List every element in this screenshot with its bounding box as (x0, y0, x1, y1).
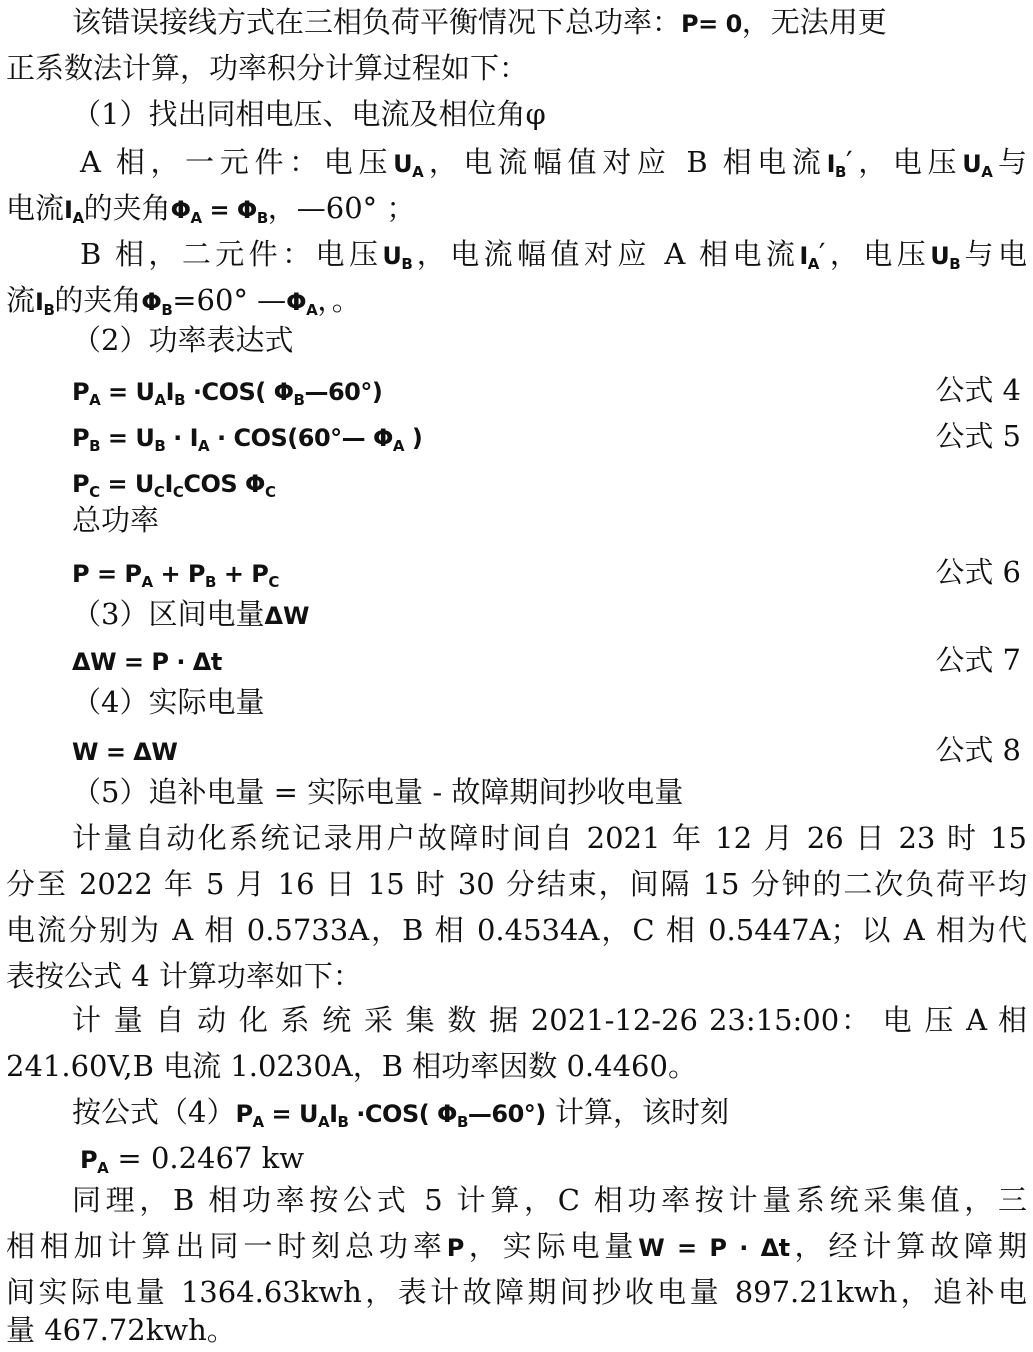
formula-pb: $P_B = U_B \cdot I_A$ · COS(60°— $\Phi_A$ ) 公式 5 (72, 416, 1027, 456)
formula-label-4: 公式 4 (935, 373, 1021, 407)
para2-line3: 电流分别为 A 相 0.5733A，B 相 0.4534A，C 相 0.5447A；以 A 相为代 (6, 913, 1027, 947)
para5-line4: 量 467.72kwh。 (6, 1313, 236, 1347)
formula-label-5: 公式 5 (935, 419, 1021, 453)
step1-heading: （1）找出同相电压、电流及相位角φ (72, 97, 546, 131)
a-phase-line1: A 相，一元件：电压$U_A$，电流幅值对应 B 相电流$I_B'$，电压$U_A$与 (80, 145, 1027, 181)
a-phase-line2: 电流$I_A$的夹角$\Phi_A = \Phi_B$，—60° ； (6, 191, 416, 227)
step4-heading: （4）实际电量 (72, 685, 265, 719)
formula-pa: $P_A = U_AI_B \cdot COS$( $\Phi_B—60^\circ$) 公式 4 (72, 370, 1027, 410)
b-phase-line2: 流$I_B$的夹角$\Phi_B=60^\circ$ $—\Phi_A$，。 (6, 283, 361, 319)
para1-line1: 该错误接线方式在三相负荷平衡情况下总功率：P= 0，无法用更 (72, 5, 887, 39)
formula-p-total: $P = P_A + P_B + P_C$ 公式 6 (72, 552, 1027, 592)
para2-line4: 表按公式 4 计算功率如下： (6, 959, 362, 993)
para3-line1: 计 量 自 动 化 系 统 采 集 数 据 2021-12-26 23:15:00： 电 压 A 相 (72, 1003, 1027, 1037)
step5-heading: （5）追补电量 = 实际电量 - 故障期间抄收电量 (72, 775, 684, 809)
formula-w: W = ΔW 公式 8 (72, 730, 1027, 770)
step3-heading: （3）区间电量ΔW (72, 597, 310, 631)
formula-pc: $P_C = U_CI_CCOS$ $\Phi_C$ (72, 470, 276, 501)
formula-label-7: 公式 7 (935, 643, 1021, 677)
para5-line2: 相相加计算出同一时刻总功率P，实际电量W = P · Δt，经计算故障期 (6, 1229, 1027, 1263)
para1-line2: 正系数法计算，功率积分计算过程如下： (6, 51, 529, 85)
step2-heading: （2）功率表达式 (72, 323, 294, 357)
para2-line2: 分至 2022 年 5 月 16 日 15 时 30 分结束，间隔 15 分钟的二次负荷平均 (6, 867, 1027, 901)
para5-line3: 间实际电量 1364.63kwh，表计故障期间抄收电量 897.21kwh，追补电 (6, 1275, 1027, 1309)
b-phase-line1: B 相，二元件：电压$U_B$，电流幅值对应 A 相电流$I_A'$，电压$U_B$与电 (80, 237, 1027, 273)
formula-label-8: 公式 8 (935, 733, 1021, 767)
para3-line2: 241.60V,B 电流 1.0230A，B 相功率因数 0.4460。 (6, 1049, 697, 1083)
para5-line1: 同理，B 相功率按公式 5 计算，C 相功率按计量系统采集值，三 (72, 1183, 1027, 1217)
formula-p-zero: P= 0 (681, 10, 742, 38)
para4-result: $P_A = 0.2467$ kw (80, 1141, 305, 1177)
total-power-label: 总功率 (72, 503, 160, 537)
formula-delta-w: ΔW = P · Δt 公式 7 (72, 640, 1027, 680)
para2-line1: 计量自动化系统记录用户故障时间自 2021 年 12 月 26 日 23 时 15 (72, 821, 1027, 855)
para4-line1: 按公式$(4)P_A = U_AI_B \cdot COS$( $\Phi_B—60^\circ$) 计算，该时刻 (72, 1095, 729, 1131)
formula-label-6: 公式 6 (935, 555, 1021, 589)
